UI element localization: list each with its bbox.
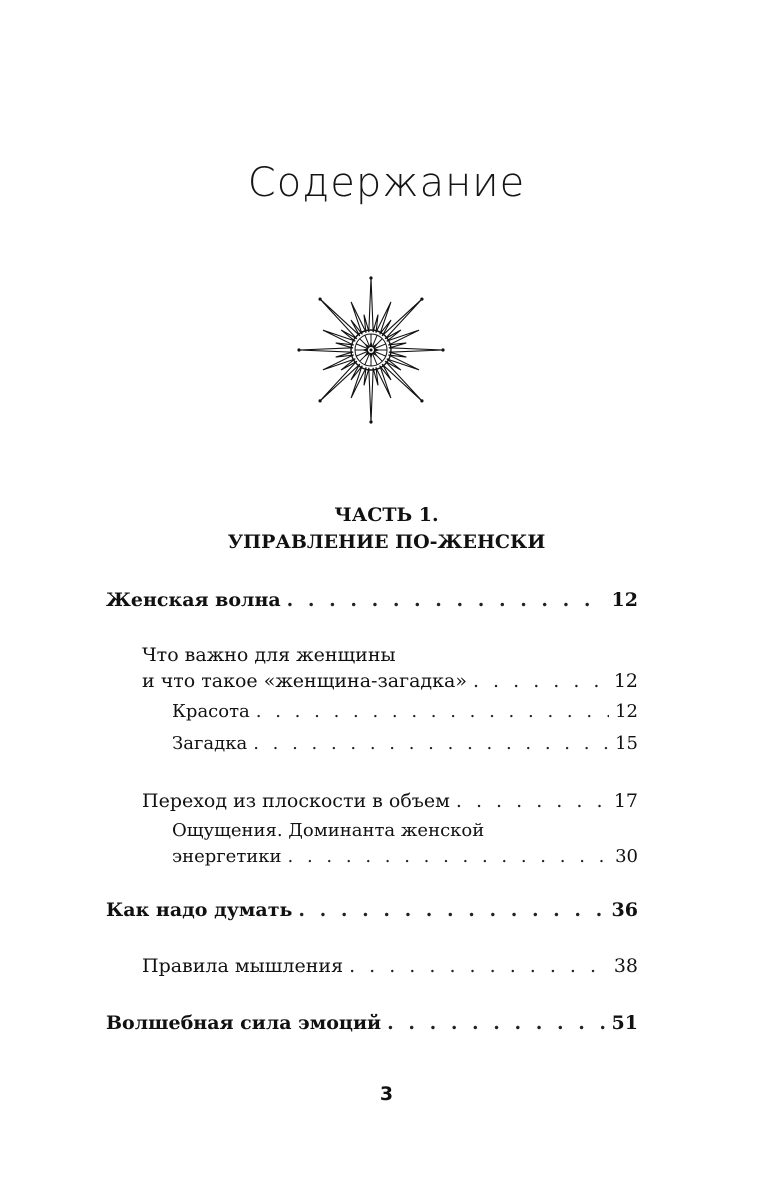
page-number: 3 xyxy=(379,1083,394,1105)
leader-dots xyxy=(287,587,606,613)
leader-dots xyxy=(473,668,608,694)
toc-entry[interactable] xyxy=(172,818,638,870)
leader-dots xyxy=(256,699,609,725)
toc-entry-page: 51 xyxy=(611,1012,638,1034)
toc-entry-page: 38 xyxy=(613,955,638,977)
leader-dots xyxy=(253,731,609,757)
toc-entry-title: Правила мышления xyxy=(142,955,344,977)
leader-dots xyxy=(456,788,608,814)
toc-entry-page: 30 xyxy=(615,846,638,867)
toc-entry-title: Как надо думать xyxy=(106,899,293,921)
toc-entry[interactable] xyxy=(172,699,638,725)
toc-entry-page: 36 xyxy=(611,899,638,921)
toc-entry-page: 12 xyxy=(611,589,638,611)
leader-dots xyxy=(288,844,610,870)
toc-entry-title: Загадка xyxy=(172,733,248,754)
toc-entry-title: Волшебная сила эмоций xyxy=(106,1012,382,1034)
leader-dots xyxy=(298,897,605,923)
leader-dots xyxy=(387,1010,605,1036)
toc-entry[interactable] xyxy=(106,587,638,613)
toc-entry-title: Женская волна xyxy=(106,589,281,611)
leader-dots xyxy=(349,953,608,979)
page-title: Содержание xyxy=(247,160,526,206)
toc-entry[interactable] xyxy=(106,897,638,923)
toc-entry-title: и что такое «женщина-загадка» xyxy=(142,670,467,692)
toc-entry-title: Красота xyxy=(172,701,250,722)
toc-entry[interactable] xyxy=(106,1010,638,1036)
toc-entry[interactable] xyxy=(142,788,638,814)
part-number: ЧАСТЬ 1. xyxy=(334,504,439,526)
toc-entry[interactable] xyxy=(172,731,638,757)
toc-entry-page: 17 xyxy=(613,790,638,812)
toc-entry-title: Переход из плоскости в объем xyxy=(142,790,450,812)
toc-entry-page: 15 xyxy=(615,733,638,754)
toc-entry[interactable] xyxy=(142,953,638,979)
toc-entry[interactable] xyxy=(142,642,638,694)
part-title: УПРАВЛЕНИЕ ПО-ЖЕНСКИ xyxy=(227,531,546,553)
toc-entry-title: энергетики xyxy=(172,846,282,867)
toc-entry-title-line1: Что важно для женщины xyxy=(142,644,396,666)
toc-entry-page: 12 xyxy=(615,701,638,722)
toc-entry-title-line1: Ощущения. Доминанта женской xyxy=(172,820,485,841)
toc-entry-page: 12 xyxy=(613,670,638,692)
